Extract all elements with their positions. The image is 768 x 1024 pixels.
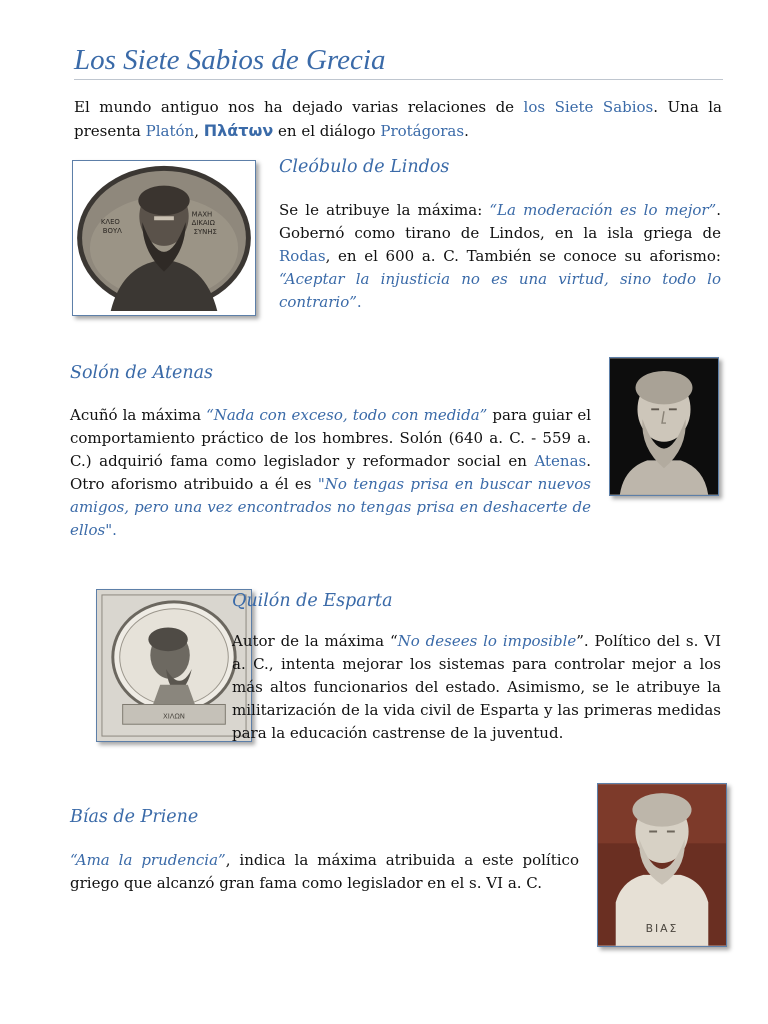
cleobulo-text-1: Se le atribuye la máxima: bbox=[279, 201, 490, 219]
cleobulo-inscription-right-3: ΣΥΝΗΣ bbox=[193, 228, 217, 237]
page-title: Los Siete Sabios de Grecia bbox=[74, 44, 386, 76]
bias-bust-image bbox=[598, 784, 726, 946]
link-protagoras[interactable]: Protágoras bbox=[380, 122, 465, 140]
quilon-paragraph bbox=[232, 630, 721, 745]
heading-bias: Bías de Priene bbox=[70, 807, 199, 827]
title-underline bbox=[74, 79, 723, 80]
cleobulo-portrait-image bbox=[73, 161, 255, 315]
solon-paragraph bbox=[70, 404, 591, 542]
solon-bust-image bbox=[610, 358, 718, 495]
quilon-engraving-image bbox=[97, 590, 251, 741]
link-atenas[interactable]: Atenas bbox=[534, 452, 587, 470]
solon-text-2: para guiar el comportamiento práctico de los hombres. Solón (640 a. C. - 559 a. C.) adquirió fama como legislador y reformador social en bbox=[70, 406, 591, 470]
heading-solon: Solón de Atenas bbox=[70, 363, 214, 383]
solon-quote-2: "No tengas prisa en buscar nuevos amigos, pero una vez encontrados no tengas prisa en deshacerte de ellos" bbox=[70, 475, 592, 539]
quilon-text-1: Autor de la máxima “ bbox=[232, 632, 398, 650]
link-platon[interactable]: Platón bbox=[145, 122, 195, 140]
bias-bust-inscription: ΒΙΑΣ bbox=[645, 921, 679, 935]
cleobulo-inscription-left-2: ΒΟΥΛ bbox=[102, 227, 122, 236]
solon-text-4: . bbox=[112, 521, 117, 539]
cleobulo-paragraph bbox=[279, 199, 721, 314]
solon-text-1: Acuñó la máxima bbox=[70, 406, 207, 424]
intro-text-3: , bbox=[194, 122, 204, 140]
link-siete-sabios[interactable]: los Siete Sabios bbox=[523, 98, 654, 116]
cleobulo-inscription-right-1: ΜΑΧΗ bbox=[191, 210, 213, 219]
heading-cleobulo: Cleóbulo de Lindos bbox=[279, 157, 450, 177]
greek-platon: Πλάτων bbox=[203, 121, 274, 140]
intro-text-2: . Una la presenta bbox=[74, 98, 723, 140]
intro-text-1: El mundo antiguo nos ha dejado varias relaciones de bbox=[74, 98, 524, 116]
bias-bust bbox=[597, 783, 727, 947]
solon-text-3: . Otro aforismo atribuido a él es bbox=[70, 452, 591, 493]
intro-text-4: en el diálogo bbox=[273, 122, 381, 140]
solon-bust bbox=[609, 357, 719, 496]
link-rodas[interactable]: Rodas bbox=[279, 247, 326, 265]
cleobulo-quote-1: “La moderación es lo mejor” bbox=[489, 201, 717, 219]
quilon-engraving bbox=[96, 589, 252, 742]
cleobulo-portrait bbox=[72, 160, 256, 316]
bias-quote-1: “Ama la prudencia” bbox=[70, 851, 226, 869]
bias-text-1: , indica la máxima atribuida a este político griego que alcanzó gran fama como legislador en el s. VI a. C. bbox=[70, 851, 579, 892]
heading-quilon: Quilón de Esparta bbox=[232, 591, 393, 611]
solon-quote-1: “Nada con exceso, todo con medida” bbox=[206, 406, 488, 424]
quilon-plate-label: ΧΙΛΩΝ bbox=[163, 712, 185, 721]
cleobulo-inscription-right-2: ΔΙΚΑΙΩ bbox=[191, 219, 215, 228]
cleobulo-inscription-left-1: ΚΛΕΟ bbox=[100, 218, 120, 227]
quilon-quote-1: No desees lo imposible bbox=[397, 632, 577, 650]
cleobulo-quote-2: “Aceptar la injusticia no es una virtud, sino todo lo contrario” bbox=[279, 270, 721, 311]
cleobulo-text-2: . Gobernó como tirano de Lindos, en la isla griega de bbox=[279, 201, 722, 242]
cleobulo-text-3: , en el 600 a. C. También se conoce su aforismo: bbox=[325, 247, 721, 265]
quilon-text-2: ”. Político del s. VI a. C., intenta mejorar los sistemas para controlar mejor a los más altos funcionarios del estado. Asimismo, se le atribuye la militarización de la vida civil de Esparta y las primeras medidas para la educación castrense de la juventud. bbox=[232, 632, 721, 742]
intro-paragraph bbox=[74, 96, 722, 143]
bias-paragraph bbox=[70, 849, 579, 895]
intro-text-5: . bbox=[464, 122, 469, 140]
cleobulo-text-4: . bbox=[356, 293, 362, 311]
